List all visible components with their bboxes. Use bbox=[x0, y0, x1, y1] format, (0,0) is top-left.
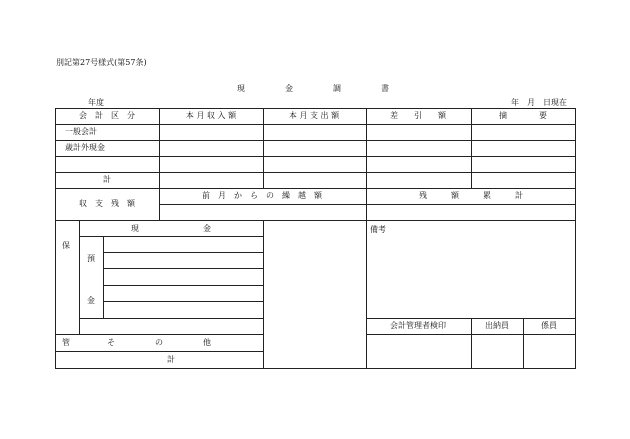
column-header-income: 本 月 収 入 額 bbox=[185, 111, 237, 120]
balance-label: 収 支 残 額 bbox=[79, 199, 135, 208]
row-label-total: 計 bbox=[103, 175, 111, 184]
custody-total-label: 計 bbox=[167, 355, 175, 364]
column-header-account: 会 計 区 分 bbox=[79, 111, 135, 120]
as-of-date-label: 年 月 日現在 bbox=[511, 98, 567, 107]
carryover-header: 前 月 か ら の 繰 越 額 bbox=[202, 191, 322, 200]
seal-cashier-label: 出納員 bbox=[485, 321, 509, 330]
cash-label: 現 金 bbox=[131, 224, 211, 233]
deposit-label-bottom: 金 bbox=[87, 296, 95, 305]
document-title: 現 金 調 書 bbox=[237, 84, 389, 93]
column-header-remarks: 摘 要 bbox=[499, 111, 547, 120]
row-label-extra-budget: 歳計外現金 bbox=[65, 143, 105, 152]
row-label-general: 一般会計 bbox=[65, 127, 97, 136]
custody-side-label-bottom: 管 bbox=[62, 338, 70, 347]
cumulative-header: 残 額 累 計 bbox=[419, 191, 523, 200]
column-header-expense: 本 月 支 出 額 bbox=[288, 111, 340, 120]
seal-clerk-label: 係員 bbox=[541, 321, 557, 330]
other-label: そ の 他 bbox=[107, 338, 211, 347]
form-number: 別記第27号様式(第57条) bbox=[56, 58, 147, 67]
deposit-label-top: 預 bbox=[87, 254, 95, 263]
column-header-difference: 差 引 額 bbox=[390, 111, 446, 120]
seal-inspector-label: 会計管理者検印 bbox=[390, 321, 446, 330]
fiscal-year-label: 年度 bbox=[88, 98, 104, 107]
remarks-label: 備考 bbox=[370, 225, 386, 234]
custody-side-label-top: 保 bbox=[62, 241, 70, 250]
